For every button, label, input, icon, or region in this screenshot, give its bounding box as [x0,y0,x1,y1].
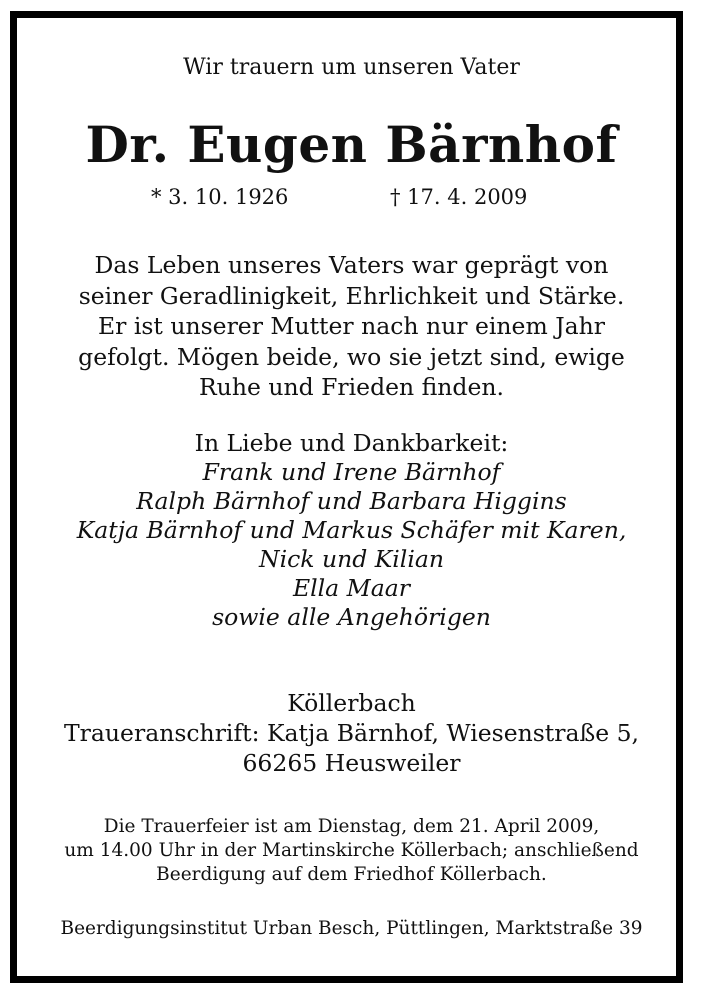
funeral-home: Beerdigungsinstitut Urban Besch, Püttlingen, Marktstraße 39 [60,918,643,939]
mourner-line: Katja Bärnhof und Markus Schäfer mit Karen, [76,516,627,544]
deceased-name: Dr. Eugen Bärnhof [85,115,618,174]
tribute-line: gefolgt. Mögen beide, wo sie jetzt sind, ewige [78,342,625,371]
address-line: 66265 Heusweiler [242,749,461,777]
service-line: Beerdigung auf dem Friedhof Köllerbach. [156,864,547,885]
mourner-line: Nick und Kilian [259,545,444,573]
service-info [0,815,703,887]
mourner-line: Ralph Bärnhof und Barbara Higgins [136,487,567,515]
mourners-list [0,458,703,632]
tribute-line: seiner Geradlinigkeit, Ehrlichkeit und Stärke. [78,281,625,310]
tribute-line: Das Leben unseres Vaters war geprägt von [94,251,609,279]
service-line: um 14.00 Uhr in der Martinskirche Köllerbach; anschließend [64,840,639,861]
address-line: Traueranschrift: Katja Bärnhof, Wiesenstraße 5, [64,719,639,747]
service-line: Die Trauerfeier ist am Dienstag, dem 21. April 2009, [103,816,600,837]
mourner-line: sowie alle Angehörigen [212,603,491,631]
tribute-line: Er ist unserer Mutter nach nur einem Jahr [97,312,606,340]
death-date: † 17. 4. 2009 [390,185,528,209]
intro-line: Wir trauern um unseren Vater [183,55,520,80]
mourner-line: Ella Maar [293,574,410,602]
life-dates [0,185,703,213]
mourner-line: Frank und Irene Bärnhof [202,458,501,486]
place-name: Köllerbach [287,689,416,717]
thanks-line: In Liebe und Dankbarkeit: [194,429,509,457]
birth-date: * 3. 10. 1926 [151,185,289,209]
tribute-line: Ruhe und Frieden finden. [198,373,504,401]
tribute-text [0,250,703,403]
mourning-address [0,688,703,778]
